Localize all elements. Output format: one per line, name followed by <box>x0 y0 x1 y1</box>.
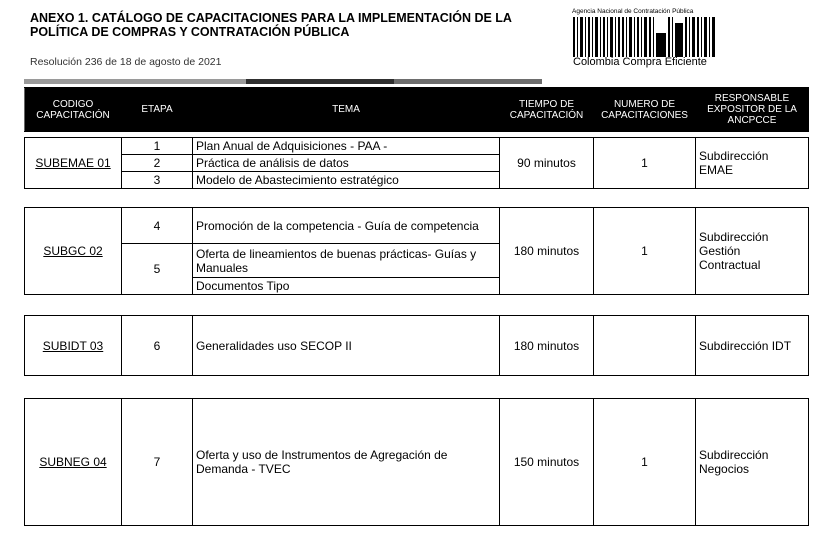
time-cell: 150 minutos <box>500 399 594 526</box>
divider-segment-3 <box>394 79 542 84</box>
etapa-cell: 2 <box>122 155 193 172</box>
count-cell: 1 <box>594 208 696 295</box>
barcode-icon <box>573 17 717 57</box>
tema-cell: Modelo de Abastecimiento estratégico <box>193 172 500 189</box>
resolution-text: Resolución 236 de 18 de agosto de 2021 <box>30 56 222 68</box>
header-responsable: RESPONSABLE EXPOSITOR DE LA ANCPCCE <box>696 88 809 132</box>
group-subemae <box>24 137 809 189</box>
time-cell: 180 minutos <box>500 316 594 376</box>
tema-cell: Oferta de lineamientos de buenas prácticas- Guías y Manuales <box>193 244 500 278</box>
count-cell: 1 <box>594 399 696 526</box>
tema-cell: Promoción de la competencia - Guía de competencia <box>193 208 500 244</box>
etapa-cell: 3 <box>122 172 193 189</box>
course-code-link[interactable]: SUBGC 02 <box>25 208 122 295</box>
tema-cell: Oferta y uso de Instrumentos de Agregación de Demanda - TVEC <box>193 399 500 526</box>
header-divider-bar <box>24 79 542 84</box>
responsible-cell: Subdirección IDT <box>696 316 809 376</box>
header-etapa: ETAPA <box>122 88 193 132</box>
tema-cell: Práctica de análisis de datos <box>193 155 500 172</box>
header-numero: NUMERO DE CAPACITACIONES <box>594 88 696 132</box>
divider-segment-2 <box>246 79 394 84</box>
header-codigo: CODIGO CAPACITACIÓN <box>25 88 122 132</box>
course-code-link[interactable]: SUBIDT 03 <box>25 316 122 376</box>
tema-cell: Generalidades uso SECOP II <box>193 316 500 376</box>
tema-cell: Documentos Tipo <box>193 278 500 295</box>
count-cell: 1 <box>594 138 696 189</box>
etapa-cell: 7 <box>122 399 193 526</box>
etapa-cell: 4 <box>122 208 193 244</box>
agency-logo <box>570 8 722 70</box>
responsible-cell: Subdirección Gestión Contractual <box>696 208 809 295</box>
course-code-link[interactable]: SUBEMAE 01 <box>25 138 122 189</box>
responsible-cell: Subdirección EMAE <box>696 138 809 189</box>
time-cell: 180 minutos <box>500 208 594 295</box>
group-subneg <box>24 398 809 526</box>
tema-cell: Plan Anual de Adquisiciones - PAA - <box>193 138 500 155</box>
responsible-cell: Subdirección Negocios <box>696 399 809 526</box>
header-tema: TEMA <box>193 88 500 132</box>
group-subidt <box>24 315 809 376</box>
catalog-header <box>24 87 809 132</box>
etapa-cell: 5 <box>122 244 193 295</box>
etapa-cell: 6 <box>122 316 193 376</box>
count-cell <box>594 316 696 376</box>
document-title: ANEXO 1. CATÁLOGO DE CAPACITACIONES PARA LA IMPLEMENTACIÓN DE LA POLÍTICA DE COMPRAS Y CONTRATACIÓN PÚBLICA <box>30 11 512 39</box>
header-tiempo: TIEMPO DE CAPACITACIÓN <box>500 88 594 132</box>
time-cell: 90 minutos <box>500 138 594 189</box>
brand-name: Colombia Compra Eficiente <box>573 56 707 68</box>
etapa-cell: 1 <box>122 138 193 155</box>
agency-name: Agencia Nacional de Contratación Pública <box>572 8 694 15</box>
divider-segment-1 <box>24 79 246 84</box>
group-subgc <box>24 207 809 295</box>
course-code-link[interactable]: SUBNEG 04 <box>25 399 122 526</box>
